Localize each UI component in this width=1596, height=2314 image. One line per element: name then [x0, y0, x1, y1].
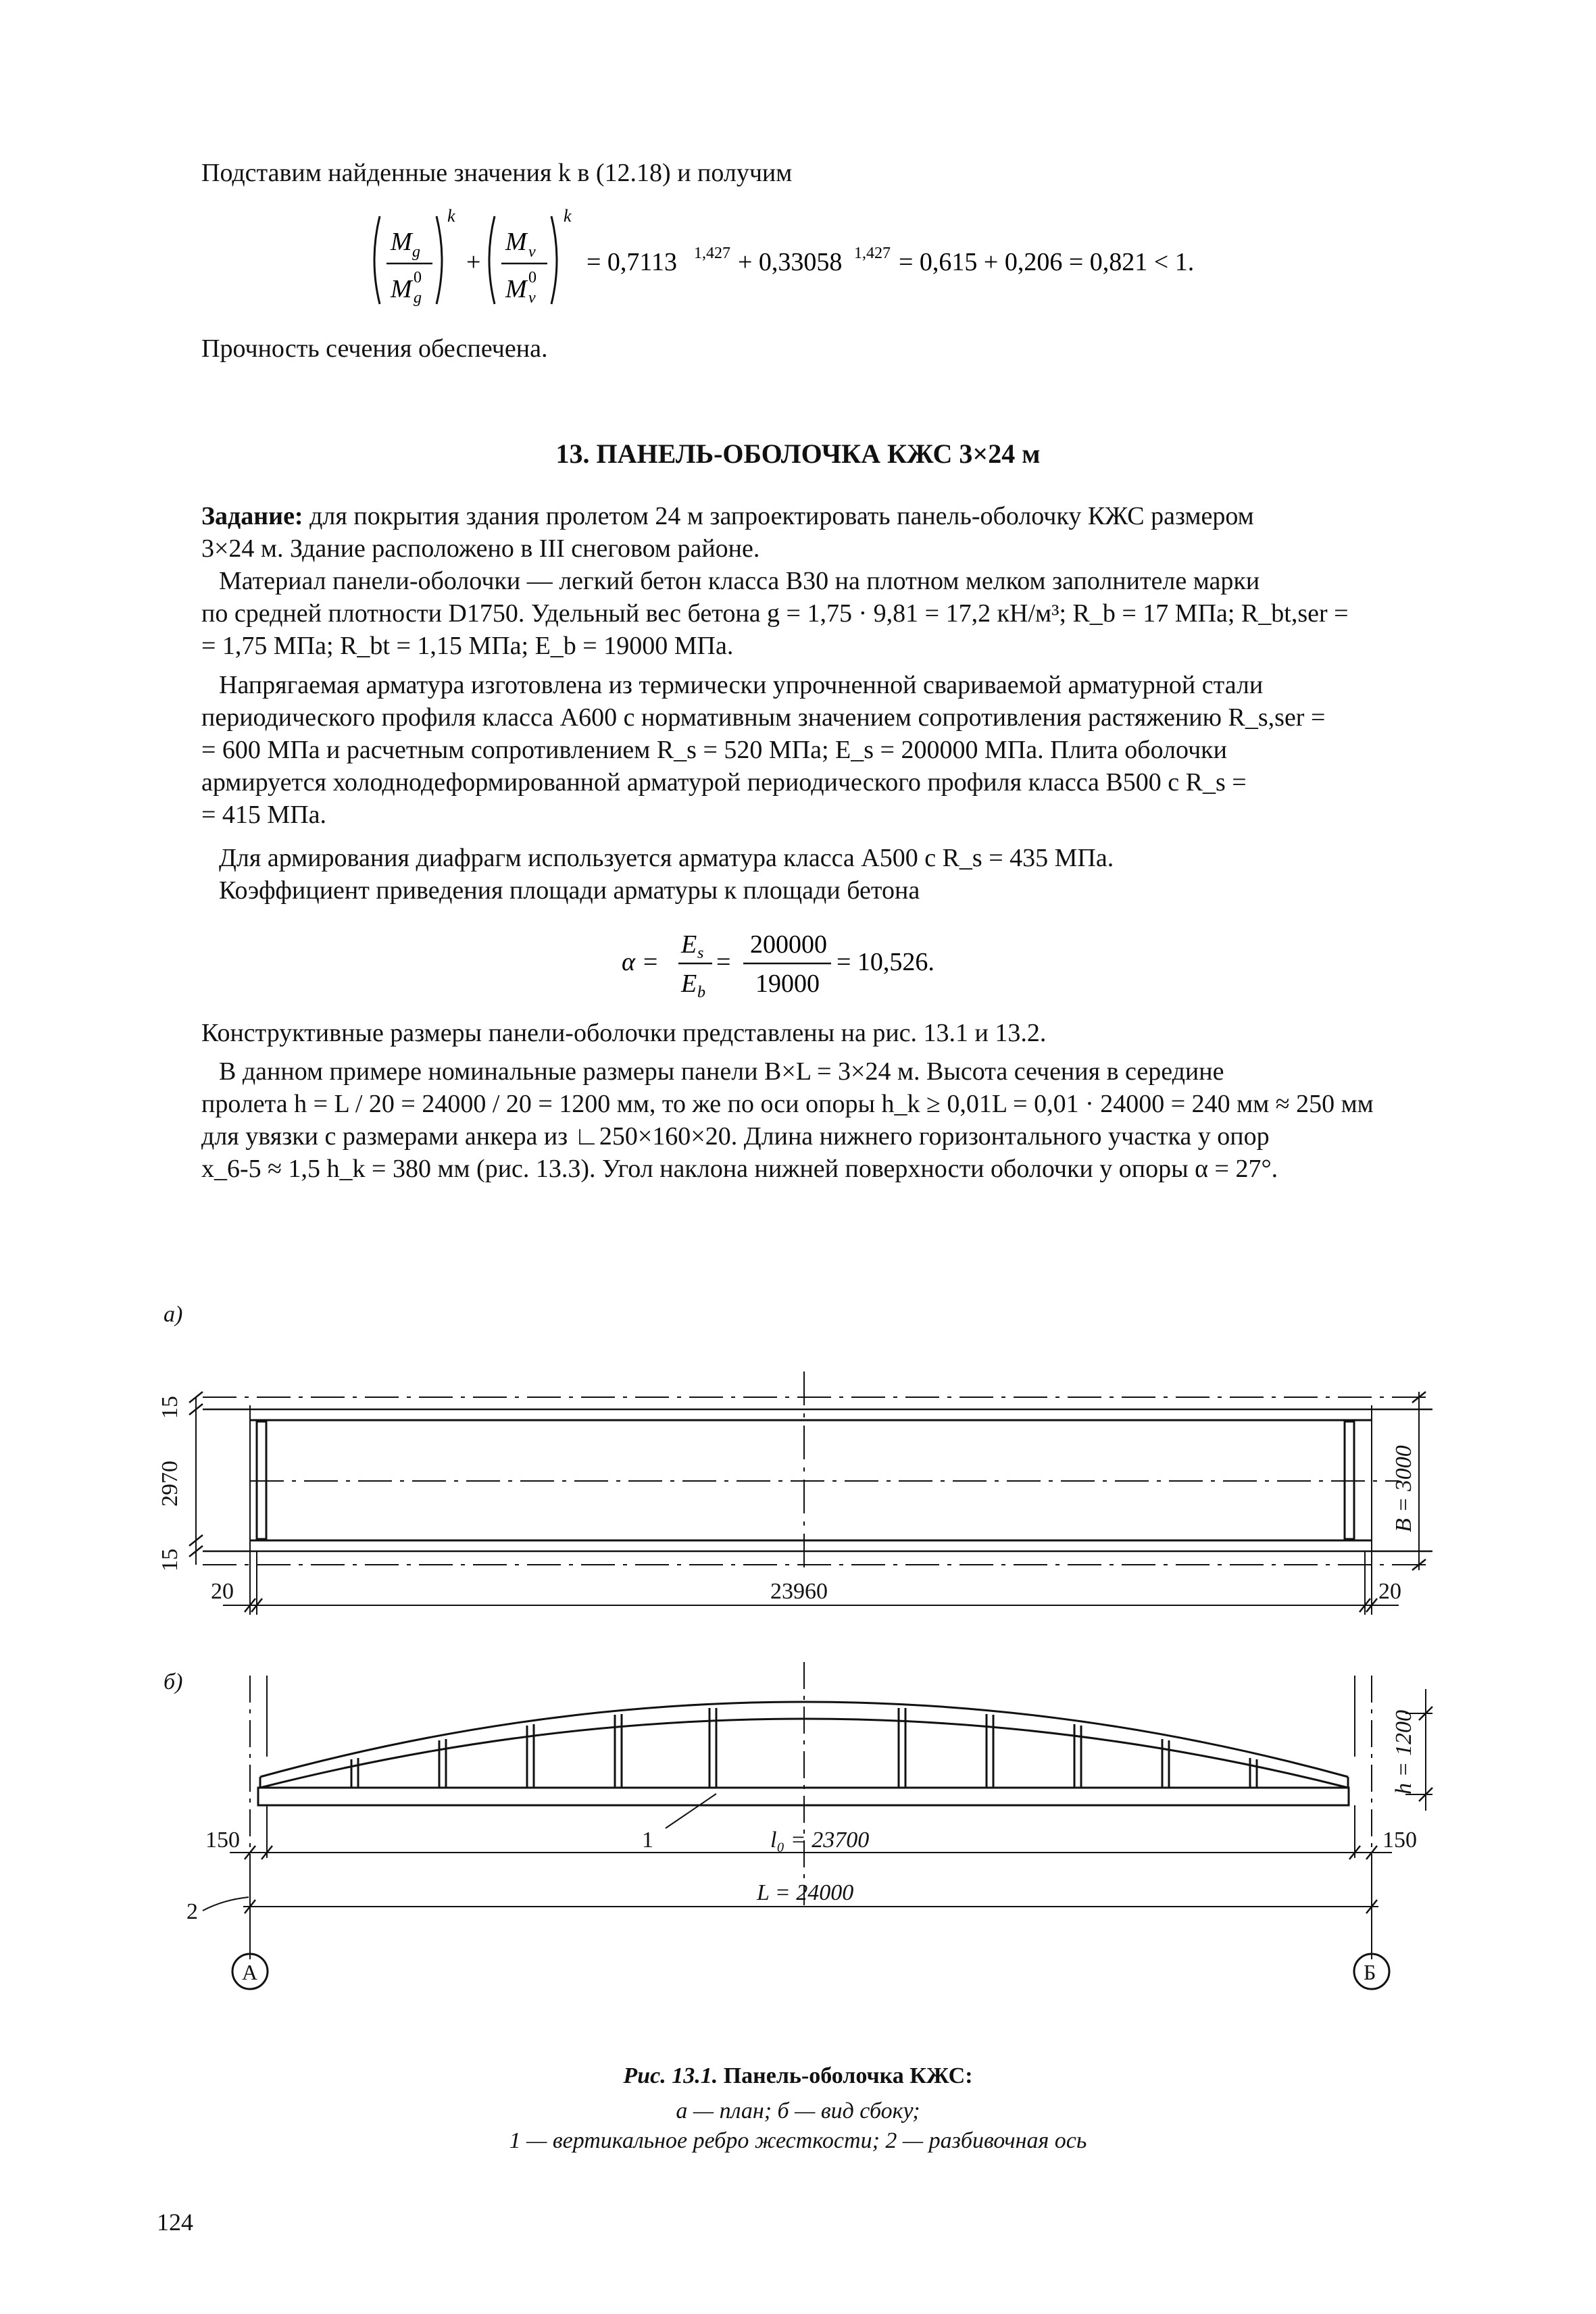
svg-text:b: b — [697, 984, 705, 1001]
dim-L: L = 24000 — [757, 1880, 854, 1905]
svg-text:k: k — [564, 206, 572, 226]
svg-text:+ 0,33058: + 0,33058 — [738, 248, 843, 276]
figure-caption-title — [0, 2063, 1596, 2089]
rebar-line-4: армируется холоднодеформированной арматурой периодического профиля класса В500 с R_s = — [201, 768, 1247, 797]
example-line-2: пролета h = L / 20 = 24000 / 20 = 1200 мм, то же по оси опоры h_k ≥ 0,01L = 0,01 · 24000 = 240 мм ≈ 250 мм — [201, 1090, 1374, 1118]
svg-text:α =: α = — [622, 948, 659, 976]
rebar-line-5: = 415 МПа. — [201, 801, 327, 829]
material-line-1: Материал панели-оболочки — легкий бетон класса В30 на плотном мелком заполнителе марки — [219, 567, 1260, 595]
dim-h-1200: h = 1200 — [1391, 1710, 1416, 1794]
dim-b-3000: B = 3000 — [1391, 1445, 1416, 1532]
svg-text:M: M — [391, 228, 412, 256]
page-number: 124 — [157, 2209, 193, 2236]
svg-text:g: g — [412, 243, 420, 261]
axis-label-a: А — [242, 1960, 258, 1984]
svg-text:1,427: 1,427 — [854, 245, 891, 262]
rebar-line-3: = 600 МПа и расчетным сопротивлением R_s = 520 МПа; E_s = 200000 МПа. Плита оболочки — [201, 736, 1227, 764]
svg-text:k: k — [447, 206, 455, 226]
example-line-4: x_6-5 ≈ 1,5 h_k = 380 мм (рис. 13.3). Угол наклона нижней поверхности оболочки у опоры α = 27°. — [201, 1155, 1278, 1183]
formula-1 — [365, 203, 1243, 318]
coef-text: Коэффициент приведения площади арматуры к площади бетона — [219, 876, 920, 905]
svg-text:g: g — [414, 289, 422, 307]
svg-text:E: E — [681, 930, 697, 959]
dim-20-right: 20 — [1378, 1579, 1401, 1604]
task-line-2: 3×24 м. Здание расположено в III снеговом районе. — [201, 534, 760, 563]
dim-150-left: 150 — [205, 1828, 240, 1853]
svg-text:1,427: 1,427 — [694, 245, 730, 262]
caption-line-1: а — план; б — вид сбоку; — [676, 2098, 920, 2123]
svg-text:= 0,615 + 0,206 = 0,821 < 1.: = 0,615 + 0,206 = 0,821 < 1. — [899, 248, 1195, 276]
svg-text:v: v — [528, 243, 536, 261]
svg-text:M: M — [505, 275, 527, 303]
svg-text:M: M — [391, 275, 412, 303]
figure-13-1 — [0, 1284, 1596, 2047]
svg-text:E: E — [681, 970, 697, 998]
caption-title: Панель-оболочка КЖС: — [718, 2063, 973, 2088]
callout-2: 2 — [186, 1899, 198, 1924]
axis-label-b: Б — [1364, 1960, 1376, 1984]
dims-ref-text: Конструктивные размеры панели-оболочки представлены на рис. 13.1 и 13.2. — [201, 1019, 1047, 1047]
caption-num: Рис. 13.1. — [623, 2063, 718, 2088]
conclusion-text: Прочность сечения обеспечена. — [201, 334, 548, 363]
dim-l0: l₀ = 23700 — [770, 1828, 870, 1853]
callout-1: 1 — [642, 1828, 653, 1853]
label-b: б) — [164, 1669, 183, 1694]
task-line-1 — [201, 500, 1438, 532]
dim-23960: 23960 — [770, 1579, 828, 1604]
caption-line-2: 1 — вертикальное ребро жесткости; 2 — разбивочная ось — [509, 2128, 1087, 2153]
dim-150-right: 150 — [1382, 1828, 1417, 1853]
example-line-3: для увязки с размерами анкера из ∟250×160×20. Длина нижнего горизонтального участка у опор — [201, 1122, 1270, 1151]
svg-text:= 10,526.: = 10,526. — [837, 948, 934, 976]
svg-text:M: M — [505, 228, 527, 256]
example-line-1: В данном примере номинальные размеры панели B×L = 3×24 м. Высота сечения в середине — [219, 1057, 1224, 1086]
task-text-1: для покрытия здания пролетом 24 м запроектировать панель-оболочку КЖС размером — [303, 502, 1254, 530]
svg-text:v: v — [528, 289, 536, 307]
label-a: а) — [164, 1302, 183, 1327]
dim-15-top: 15 — [157, 1396, 182, 1419]
svg-text:0: 0 — [528, 269, 537, 286]
rebar-line-2: периодического профиля класса А600 с нормативным значением сопротивления растяжению R_s,ser = — [201, 703, 1326, 732]
intro-text: Подставим найденные значения k в (12.18) и получим — [201, 159, 793, 187]
dim-2970: 2970 — [157, 1461, 182, 1507]
rebar-line-1: Напрягаемая арматура изготовлена из термически упрочненной свариваемой арматурной стали — [219, 671, 1264, 699]
dim-20-left: 20 — [211, 1579, 234, 1604]
task-label: Задание: — [201, 502, 303, 530]
dim-15-bottom: 15 — [157, 1549, 182, 1571]
diaphragm-text: Для армирования диафрагм используется арматура класса А500 с R_s = 435 МПа. — [219, 844, 1114, 872]
formula-1-rhs: = 0,7113 — [587, 248, 678, 276]
material-line-3: = 1,75 МПа; R_bt = 1,15 МПа; E_b = 19000 МПа. — [201, 632, 734, 660]
svg-text:=: = — [716, 948, 731, 976]
formula-2 — [622, 919, 973, 1013]
svg-text:200000: 200000 — [750, 930, 827, 959]
svg-text:+: + — [466, 248, 481, 276]
section-heading: 13. ПАНЕЛЬ-ОБОЛОЧКА КЖС 3×24 м — [555, 438, 1041, 469]
svg-text:0: 0 — [414, 269, 422, 286]
material-line-2: по средней плотности D1750. Удельный вес бетона g = 1,75 · 9,81 = 17,2 кН/м³; R_b = 17 МПа; R_bt,ser = — [201, 599, 1349, 628]
svg-text:19000: 19000 — [755, 970, 820, 998]
svg-text:s: s — [697, 945, 704, 962]
